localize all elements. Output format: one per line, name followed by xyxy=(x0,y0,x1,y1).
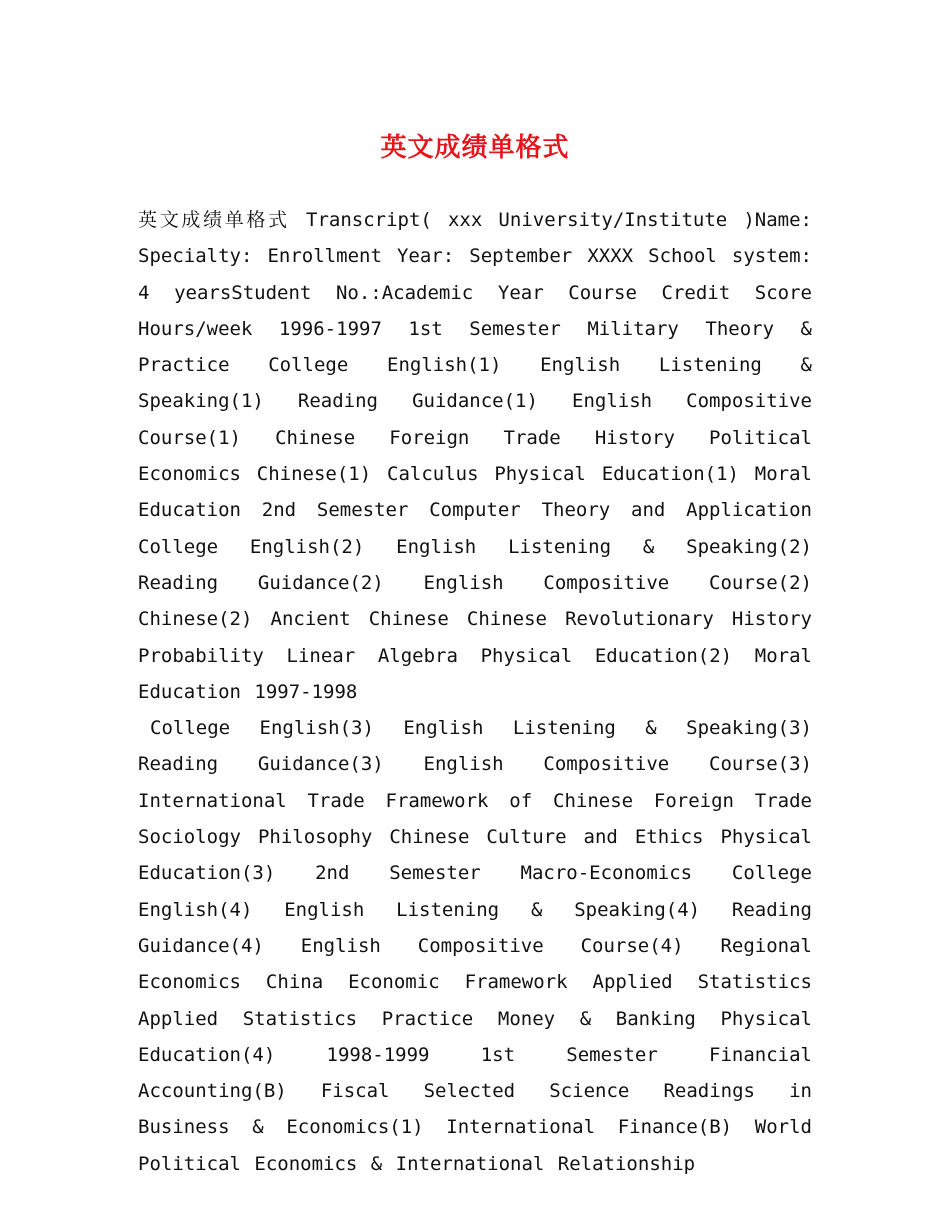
body-paragraph-2: College English(3) English Listening & Speaking(3) Reading Guidance(3) English Compositive Course(3) International Trade Framework of Chinese Foreign Trade Sociology Philosophy Chinese Culture and Ethics Physical Education(3) 2nd Semester Macro-Economics College English(4) English Listening & Speaking(4) Reading Guidance(4) English Compositive Course(4) Regional Economics China Economic Framework Applied Statistics Applied Statistics Practice Money & Banking Physical Education(4) 1998-1999 1st Semester Financial Accounting(B) Fiscal Selected Science Readings in Business & Economics(1) International Finance(B) World Political Economics & International Relationship xyxy=(138,717,812,1175)
body-paragraph-1: 英文成绩单格式 Transcript( xxx University/Institute )Name: Specialty: Enrollment Year: September XXXX School system: 4 yearsStudent No.:Academic Year Course Credit Score Hours/week 1996-1997 1st Semester Military Theory & Practice College English(1) English Listening & Speaking(1) Reading Guidance(1) English Compositive Course(1) Chinese Foreign Trade History Political Economics Chinese(1) Calculus Physical Education(1) Moral Education 2nd Semester Computer Theory and Application College English(2) English Listening & Speaking(2) Reading Guidance(2) English Compositive Course(2) Chinese(2) Ancient Chinese Chinese Revolutionary History Probability Linear Algebra Physical Education(2) Moral Education 1997-1998 xyxy=(138,209,812,703)
document-body xyxy=(138,202,812,1182)
document-title: 英文成绩单格式 xyxy=(380,133,570,163)
